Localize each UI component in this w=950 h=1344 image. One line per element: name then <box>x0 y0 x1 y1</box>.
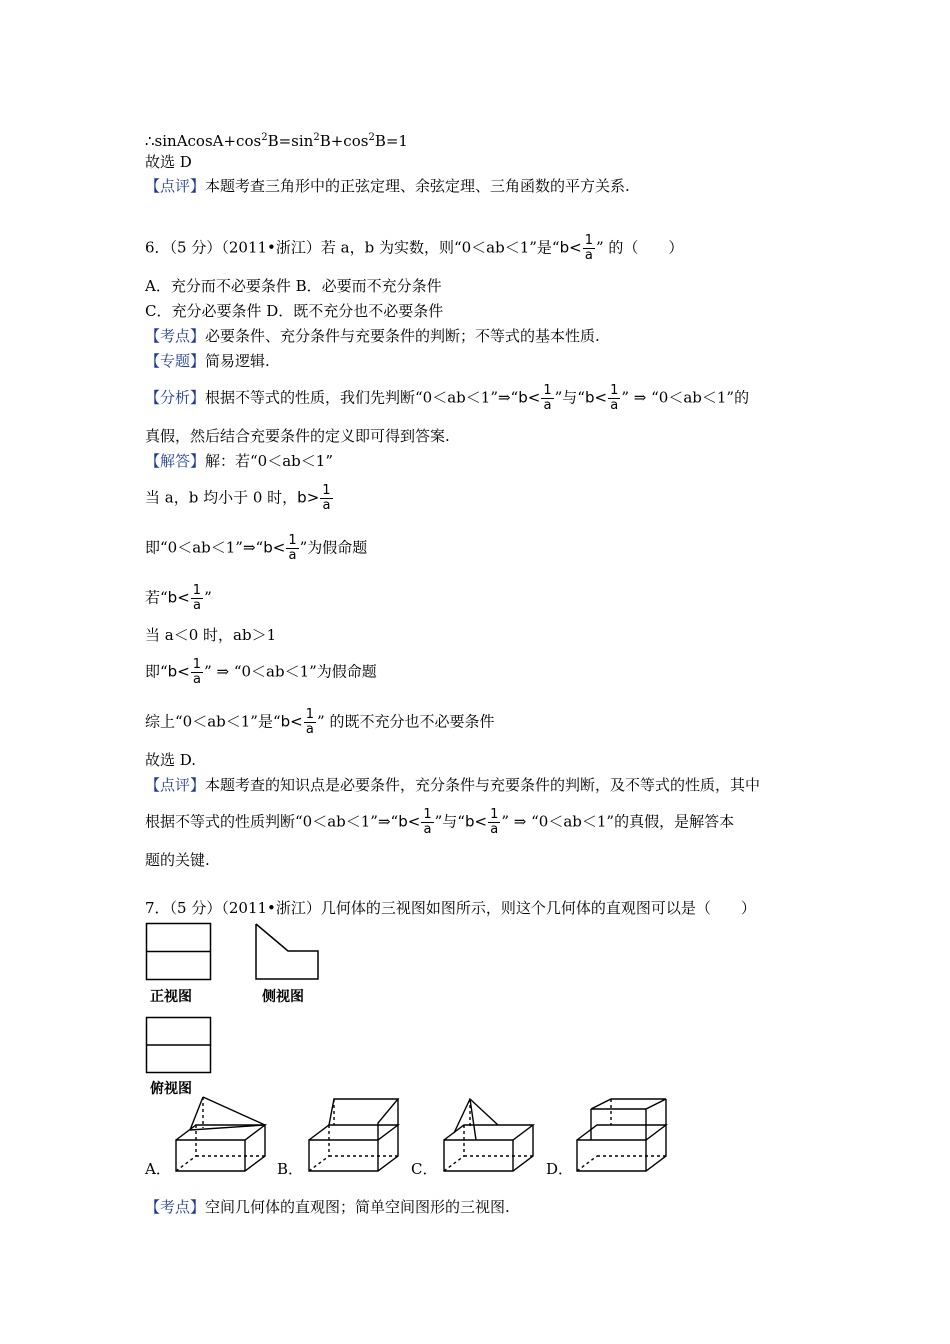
q6-answer: 故选 D. <box>145 751 197 769</box>
top-view-figure <box>145 1016 215 1076</box>
q6-line-a: 当 a，b 均小于 0 时，b> $\frac{1}{a}$ <box>145 483 331 513</box>
formula-line: $\therefore sinAcosA+\cos^2B=\sin^2B+\cos^2B=1$ <box>145 132 408 150</box>
q6-line-f: 综上“0＜ab＜1”是“b< $\frac{1}{a}$ ” 的既不充分也不必要条件 <box>145 707 495 737</box>
option-c-figure <box>440 1093 538 1175</box>
q6-dianping-2: 根据不等式的性质判断“0＜ab＜1”⇒“b< $\frac{1}{a}$ ”与“b< $\frac{1}{a}$ ” ⇒ “0＜ab＜1”的真假，是解答本 <box>145 807 735 837</box>
q6-line-b: 即“0＜ab＜1”⇒“b< $\frac{1}{a}$ ”为假命题 <box>145 533 368 563</box>
option-a-label: A． <box>145 1160 171 1178</box>
q6-line-d: 当 a＜0 时，ab＞1 <box>145 626 277 644</box>
top-view-label: 俯视图 <box>150 1081 192 1097</box>
q6-fenxi: 【分析】根据不等式的性质，我们先判断“0＜ab＜1”⇒“b< $\frac{1}{a}$ ”与“b< $\frac{1}{a}$ ” ⇒ “0＜ab＜1”的 <box>145 383 750 413</box>
option-d-figure <box>573 1093 671 1175</box>
q6-zhuanti: 【专题】简易逻辑. <box>145 352 270 370</box>
q6-kaodian: 【考点】必要条件、充分条件与充要条件的判断；不等式的基本性质. <box>145 327 600 345</box>
fraction: $\frac{1}{a}$ <box>584 233 593 263</box>
q6-line-c: 若“b< $\frac{1}{a}$ ” <box>145 583 212 613</box>
comment-tag: 【点评】 <box>145 177 206 195</box>
front-view-label: 正视图 <box>150 989 192 1005</box>
q7-stem: 7．（5 分）（2011•浙江）几何体的三视图如图所示，则这个几何体的直观图可以是（ ） <box>145 899 756 917</box>
front-view-figure <box>145 922 215 982</box>
q6-dianping: 【点评】本题考查的知识点是必要条件，充分条件与充要条件的判断，及不等式的性质，其中 <box>145 776 761 794</box>
q6-jieda: 【解答】解：若“0＜ab＜1” <box>145 452 333 470</box>
q7-kaodian: 【考点】空间几何体的直观图；简单空间图形的三视图. <box>145 1198 510 1216</box>
q6-stem: 6．（5 分）（2011•浙江）若 a，b 为实数，则“0＜ab＜1”是“b< $\frac{1}{a}$ ” 的（ ） <box>145 233 684 263</box>
option-a-figure <box>172 1093 270 1175</box>
side-view-label: 侧视图 <box>262 989 304 1005</box>
side-view-figure <box>254 922 322 982</box>
option-b-figure <box>305 1093 403 1175</box>
option-c-label: C． <box>411 1160 438 1178</box>
q6-dianping-3: 题的关键. <box>145 851 210 869</box>
answer-line: 故选 D <box>145 153 192 171</box>
option-b-label: B． <box>277 1160 304 1178</box>
q6-options-2: C．充分必要条件 D．既不充分也不必要条件 <box>145 302 444 320</box>
comment-line: 【点评】本题考查三角形中的正弦定理、余弦定理、三角函数的平方关系. <box>145 177 630 195</box>
q6-line-e: 即“b< $\frac{1}{a}$ ” ⇒ “0＜ab＜1”为假命题 <box>145 657 377 687</box>
q6-options-1: A．充分而不必要条件 B．必要而不充分条件 <box>145 277 442 295</box>
option-d-label: D． <box>546 1160 574 1178</box>
q6-fenxi-2: 真假，然后结合充要条件的定义即可得到答案. <box>145 427 450 445</box>
